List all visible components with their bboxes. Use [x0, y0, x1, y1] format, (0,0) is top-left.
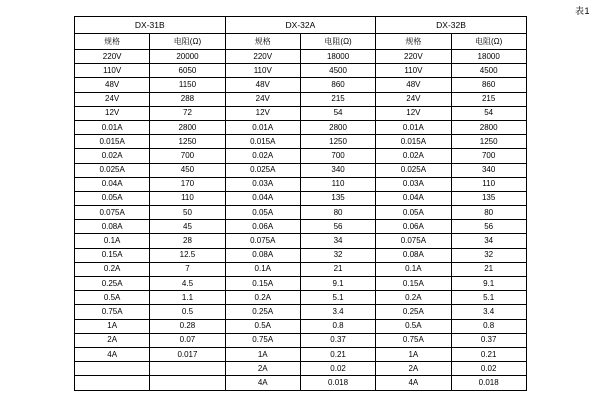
cell-spec: 220V: [376, 50, 451, 64]
cell-resistance: 9.1: [300, 277, 375, 291]
cell-resistance: 700: [150, 149, 225, 163]
cell-resistance: 860: [300, 78, 375, 92]
cell-spec: 48V: [376, 78, 451, 92]
cell-resistance: 110: [300, 177, 375, 191]
table-row: [75, 262, 527, 276]
cell-resistance: 0.37: [300, 333, 375, 347]
cell-resistance: 135: [300, 191, 375, 205]
table-row: [75, 50, 527, 64]
table-row: [75, 376, 527, 390]
cell-resistance: 0.02: [451, 362, 526, 376]
cell-resistance: 80: [451, 206, 526, 220]
cell-resistance: 12.5: [150, 248, 225, 262]
cell-resistance: 3.4: [300, 305, 375, 319]
cell-spec: 0.08A: [376, 248, 451, 262]
cell-spec: 0.04A: [75, 177, 150, 191]
table-row: [75, 305, 527, 319]
cell-spec: 0.2A: [225, 291, 300, 305]
column-header-cell: 电阻(Ω): [150, 34, 225, 50]
cell-spec: 4A: [75, 347, 150, 361]
table-caption: 表1: [574, 6, 590, 16]
cell-spec: 48V: [75, 78, 150, 92]
table-row: [75, 191, 527, 205]
cell-spec: 0.1A: [376, 262, 451, 276]
spec-table-container: [74, 16, 526, 391]
group-header-cell: DX-32B: [376, 17, 527, 34]
cell-spec: 0.03A: [376, 177, 451, 191]
table-row: [75, 319, 527, 333]
cell-resistance: 28: [150, 234, 225, 248]
table-row: [75, 248, 527, 262]
cell-spec: 12V: [225, 106, 300, 120]
column-header-cell: 规格: [75, 34, 150, 50]
cell-spec: 0.08A: [225, 248, 300, 262]
cell-resistance: 1250: [150, 135, 225, 149]
cell-spec: 220V: [225, 50, 300, 64]
table-row: [75, 362, 527, 376]
cell-resistance: 4.5: [150, 277, 225, 291]
cell-spec: 0.5A: [376, 319, 451, 333]
cell-resistance: 4500: [300, 64, 375, 78]
cell-resistance: 6050: [150, 64, 225, 78]
cell-spec: 48V: [225, 78, 300, 92]
cell-resistance: 7: [150, 262, 225, 276]
column-header-cell: 电阻(Ω): [451, 34, 526, 50]
cell-empty: [150, 362, 225, 376]
cell-resistance: 21: [451, 262, 526, 276]
cell-spec: 0.2A: [75, 262, 150, 276]
cell-spec: 1A: [225, 347, 300, 361]
cell-spec: 0.75A: [75, 305, 150, 319]
table-group-header-row: [75, 17, 527, 34]
table-row: [75, 220, 527, 234]
cell-spec: 0.075A: [225, 234, 300, 248]
cell-resistance: 0.017: [150, 347, 225, 361]
cell-spec: 2A: [75, 333, 150, 347]
cell-spec: 0.1A: [225, 262, 300, 276]
cell-resistance: 340: [451, 163, 526, 177]
cell-spec: 0.5A: [225, 319, 300, 333]
cell-spec: 0.02A: [376, 149, 451, 163]
cell-resistance: 0.21: [300, 347, 375, 361]
cell-spec: 0.25A: [225, 305, 300, 319]
cell-spec: 0.06A: [225, 220, 300, 234]
cell-resistance: 110: [150, 191, 225, 205]
cell-spec: 12V: [75, 106, 150, 120]
cell-resistance: 170: [150, 177, 225, 191]
table-row: [75, 92, 527, 106]
table-column-header-row: [75, 34, 527, 50]
cell-spec: 110V: [376, 64, 451, 78]
table-row: [75, 149, 527, 163]
table-row: [75, 234, 527, 248]
cell-resistance: 0.018: [300, 376, 375, 390]
cell-resistance: 56: [451, 220, 526, 234]
cell-spec: 0.02A: [75, 149, 150, 163]
cell-resistance: 0.37: [451, 333, 526, 347]
cell-resistance: 54: [300, 106, 375, 120]
cell-spec: 24V: [225, 92, 300, 106]
cell-spec: 0.01A: [75, 120, 150, 134]
table-row: [75, 291, 527, 305]
cell-spec: 24V: [75, 92, 150, 106]
cell-spec: 110V: [225, 64, 300, 78]
table-row: [75, 333, 527, 347]
resistance-spec-table: [74, 16, 527, 391]
cell-resistance: 32: [451, 248, 526, 262]
table-row: [75, 120, 527, 134]
table-row: [75, 135, 527, 149]
cell-resistance: 5.1: [300, 291, 375, 305]
cell-resistance: 20000: [150, 50, 225, 64]
cell-spec: 0.025A: [376, 163, 451, 177]
column-header-cell: 规格: [225, 34, 300, 50]
cell-spec: 0.1A: [75, 234, 150, 248]
cell-resistance: 9.1: [451, 277, 526, 291]
cell-spec: 0.75A: [376, 333, 451, 347]
cell-resistance: 3.4: [451, 305, 526, 319]
cell-spec: 0.05A: [75, 191, 150, 205]
cell-resistance: 0.02: [300, 362, 375, 376]
cell-resistance: 50: [150, 206, 225, 220]
cell-spec: 0.04A: [225, 191, 300, 205]
cell-spec: 0.01A: [225, 120, 300, 134]
cell-resistance: 21: [300, 262, 375, 276]
cell-resistance: 34: [300, 234, 375, 248]
cell-resistance: 1250: [451, 135, 526, 149]
cell-resistance: 215: [451, 92, 526, 106]
cell-spec: 1A: [376, 347, 451, 361]
table-row: [75, 277, 527, 291]
cell-resistance: 0.28: [150, 319, 225, 333]
cell-resistance: 0.8: [451, 319, 526, 333]
cell-spec: 4A: [225, 376, 300, 390]
cell-resistance: 54: [451, 106, 526, 120]
cell-spec: 24V: [376, 92, 451, 106]
cell-spec: 110V: [75, 64, 150, 78]
cell-empty: [150, 376, 225, 390]
cell-resistance: 32: [300, 248, 375, 262]
cell-resistance: 1150: [150, 78, 225, 92]
cell-spec: 0.25A: [376, 305, 451, 319]
table-row: [75, 163, 527, 177]
cell-spec: 0.075A: [75, 206, 150, 220]
cell-spec: 0.025A: [75, 163, 150, 177]
cell-spec: 0.04A: [376, 191, 451, 205]
cell-resistance: 56: [300, 220, 375, 234]
cell-resistance: 4500: [451, 64, 526, 78]
cell-resistance: 0.018: [451, 376, 526, 390]
cell-spec: 0.15A: [75, 248, 150, 262]
cell-resistance: 110: [451, 177, 526, 191]
cell-resistance: 72: [150, 106, 225, 120]
cell-resistance: 700: [300, 149, 375, 163]
cell-spec: 0.075A: [376, 234, 451, 248]
cell-resistance: 135: [451, 191, 526, 205]
group-header-cell: DX-32A: [225, 17, 376, 34]
cell-spec: 4A: [376, 376, 451, 390]
cell-resistance: 860: [451, 78, 526, 92]
cell-spec: 0.06A: [376, 220, 451, 234]
cell-spec: 0.05A: [225, 206, 300, 220]
cell-spec: 0.015A: [225, 135, 300, 149]
cell-resistance: 340: [300, 163, 375, 177]
cell-spec: 12V: [376, 106, 451, 120]
cell-spec: 0.5A: [75, 291, 150, 305]
cell-resistance: 18000: [451, 50, 526, 64]
cell-resistance: 1.1: [150, 291, 225, 305]
cell-resistance: 288: [150, 92, 225, 106]
cell-resistance: 215: [300, 92, 375, 106]
cell-spec: 1A: [75, 319, 150, 333]
cell-resistance: 700: [451, 149, 526, 163]
cell-spec: 0.25A: [75, 277, 150, 291]
cell-empty: [75, 376, 150, 390]
cell-resistance: 0.8: [300, 319, 375, 333]
cell-resistance: 0.5: [150, 305, 225, 319]
cell-resistance: 2800: [451, 120, 526, 134]
cell-resistance: 2800: [300, 120, 375, 134]
cell-spec: 0.01A: [376, 120, 451, 134]
table-row: [75, 78, 527, 92]
cell-spec: 220V: [75, 50, 150, 64]
cell-resistance: 34: [451, 234, 526, 248]
cell-spec: 0.015A: [75, 135, 150, 149]
cell-spec: 0.08A: [75, 220, 150, 234]
table-row: [75, 177, 527, 191]
table-row: [75, 106, 527, 120]
cell-resistance: 18000: [300, 50, 375, 64]
cell-resistance: 0.07: [150, 333, 225, 347]
cell-spec: 0.15A: [376, 277, 451, 291]
cell-resistance: 2800: [150, 120, 225, 134]
cell-spec: 0.05A: [376, 206, 451, 220]
cell-empty: [75, 362, 150, 376]
cell-spec: 0.75A: [225, 333, 300, 347]
cell-spec: 0.03A: [225, 177, 300, 191]
cell-spec: 2A: [376, 362, 451, 376]
cell-resistance: 45: [150, 220, 225, 234]
table-body: [75, 17, 527, 391]
cell-spec: 2A: [225, 362, 300, 376]
cell-resistance: 1250: [300, 135, 375, 149]
cell-resistance: 450: [150, 163, 225, 177]
cell-resistance: 5.1: [451, 291, 526, 305]
column-header-cell: 规格: [376, 34, 451, 50]
table-row: [75, 206, 527, 220]
column-header-cell: 电阻(Ω): [300, 34, 375, 50]
cell-resistance: 80: [300, 206, 375, 220]
group-header-cell: DX-31B: [75, 17, 226, 34]
cell-spec: 0.015A: [376, 135, 451, 149]
cell-resistance: 0.21: [451, 347, 526, 361]
cell-spec: 0.02A: [225, 149, 300, 163]
table-row: [75, 347, 527, 361]
cell-spec: 0.15A: [225, 277, 300, 291]
cell-spec: 0.025A: [225, 163, 300, 177]
cell-spec: 0.2A: [376, 291, 451, 305]
table-row: [75, 64, 527, 78]
